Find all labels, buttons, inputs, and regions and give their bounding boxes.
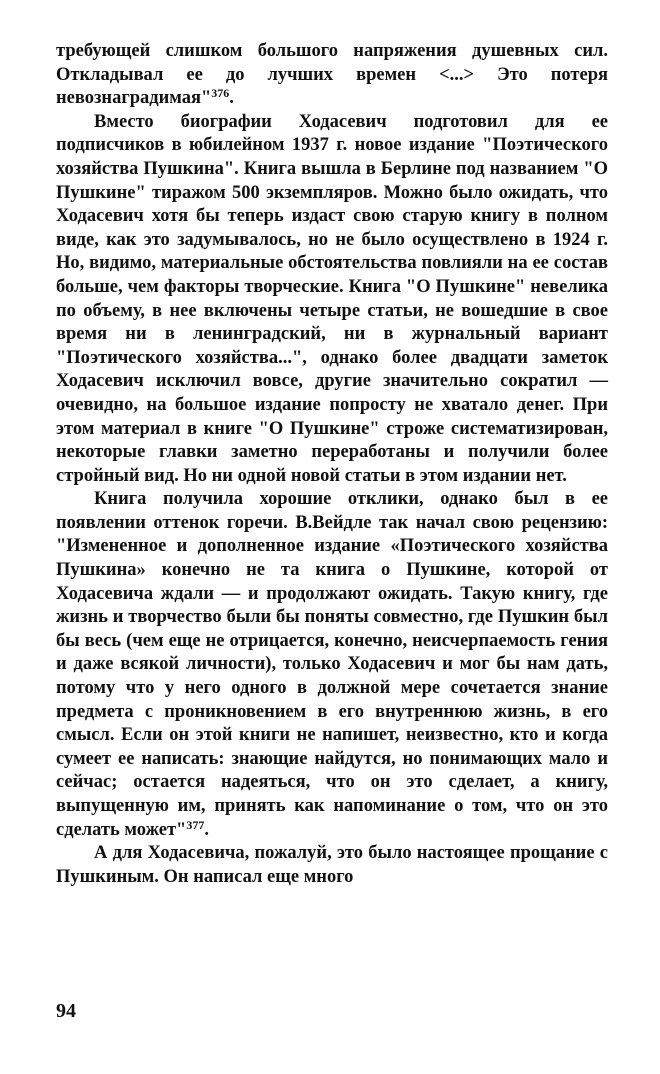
paragraph-farewell — [56, 842, 608, 889]
footnote-marker[interactable]: 376 — [211, 86, 230, 101]
paragraph-weidle-review — [56, 488, 608, 842]
page-number: 94 — [56, 1000, 76, 1022]
paragraph-tail: . — [229, 88, 234, 109]
paragraph-khodasevich-edition — [56, 111, 608, 489]
paragraph-tail: . — [204, 819, 209, 840]
paragraph-text: требующей слишком большого напряжения душевных сил. Откладывал ее до лучших времен <...> Это потеря невознаградимая" — [56, 41, 608, 109]
footnote-marker[interactable]: 377 — [186, 817, 205, 832]
paragraph-text: А для Ходасевича, пожалуй, это было настоящее прощание с Пушкиным. Он написал еще много — [56, 843, 608, 887]
paragraph-continuation — [56, 40, 608, 111]
paragraph-text: Вместо биографии Ходасевич подготовил для ее подписчиков в юбилейном 1937 г. новое издание "Поэтического хозяйства Пушкина". Книга вышла в Берлине под названием "О Пушкине" тиражом 500 экземпляров. Можно было ожидать, что Ходасевич хотя бы теперь издаст свою старую книгу в полном виде, как это задумывалось, но не было осуществлено в 1924 г. Но, видимо, материальные обстоятельства повлияли на ее состав больше, чем факторы творческие. Книга "О Пушкине" невелика по объему, в нее включены четыре статьи, не вошедшие в свое время ни в ленинградский, ни в журнальный вариант "Поэтического хозяйства...", однако более двадцати заметок Ходасевич исключил вовсе, другие значительно сократил — очевидно, на большое издание попросту не хватало денег. При этом материал в книге "О Пушкине" строже систематизирован, некоторые главки заметно переработаны и получили более стройный вид. Но ни одной новой статьи в этом издании нет. — [56, 111, 608, 486]
page-body — [56, 40, 608, 889]
paragraph-text: Книга получила хорошие отклики, однако был в ее появлении оттенок горечи. В.Вейдле так начал свою рецензию: "Измененное и дополненное издание «Поэтического хозяйства Пушкина» конечно не та книга о Пушкине, которой от Ходасевича ждали — и продолжают ожидать. Такую книгу, где жизнь и творчество были бы поняты совместно, где Пушкин был бы весь (чем еще не отрицается, конечно, неисчерпаемость гения и даже всякой личности), только Ходасевич и мог бы нам дать, потому что у него одного в должной мере сочетается знание предмета с проникновением в его внутреннюю жизнь, в его смысл. Если он этой книги не напишет, неизвестно, кто и когда сумеет ее написать: знающие найдутся, но понимающих мало и сейчас; остается надеяться, что он это сделает, а книгу, выпущенную им, принять как напоминание о том, что он это сделать может" — [56, 489, 608, 840]
